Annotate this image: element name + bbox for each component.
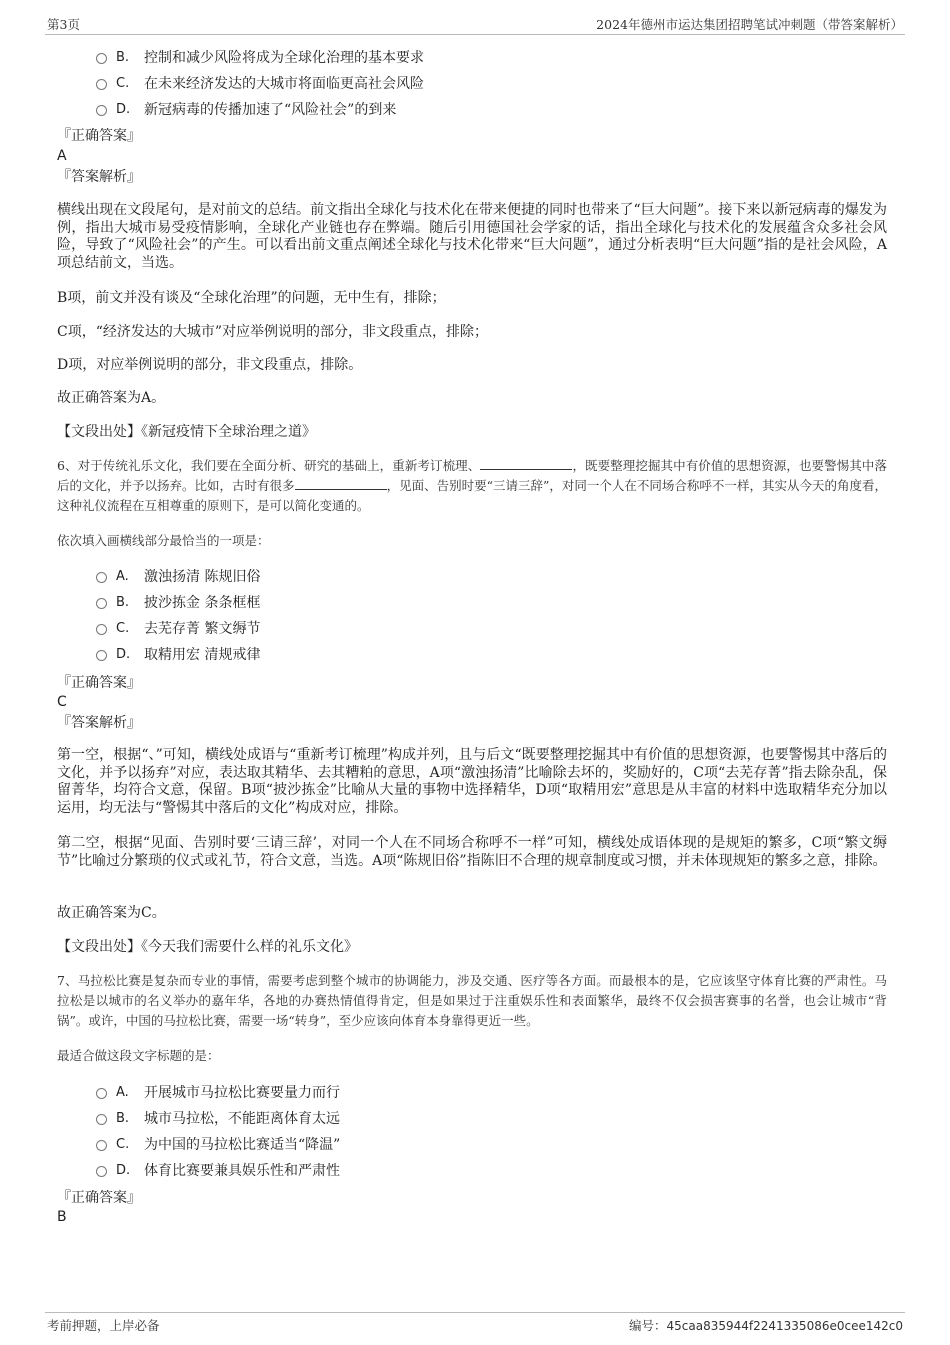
- option-letter: D.: [116, 102, 131, 117]
- option-letter: C.: [116, 76, 130, 91]
- option-text: 取精用宏 清规戒律: [144, 647, 261, 663]
- option-letter: B.: [116, 50, 130, 65]
- radio-button[interactable]: [96, 598, 107, 609]
- option-letter: B.: [116, 1111, 130, 1126]
- page-number: 第3页: [47, 17, 80, 32]
- document-id-label: 编号：: [629, 1318, 667, 1333]
- page-header: [45, 14, 905, 35]
- analysis-conclusion: 故正确答案为C。: [57, 905, 166, 921]
- option-letter: A.: [116, 569, 129, 584]
- document-id-value: 45caa835944f2241335086e0cee142c0: [666, 1319, 903, 1333]
- analysis-label: 『答案解析』: [57, 169, 141, 185]
- correct-answer: B: [57, 1209, 67, 1225]
- option-text: 新冠病毒的传播加速了“风险社会”的到来: [144, 102, 397, 118]
- correct-answer: A: [57, 148, 67, 164]
- radio-button[interactable]: [96, 79, 107, 90]
- question-text: ，见面、告别时要“三请三辞”，对同一个人在不同场合称呼不一样，其实从今天的角度看，这种礼仪流程在互相尊重的原则下，是可以简化变通的。: [57, 478, 887, 513]
- analysis-paragraph: 横线出现在文段尾句，是对前文的总结。前文指出全球化与技术化在带来便捷的同时也带来了“巨大问题”。接下来以新冠病毒的爆发为例，指出大城市易受疫情影响，全球化产业链也存在弊端。随后引用德国社会学家的话，指出全球化与技术化的发展蕴含众多社会风险，导致了“风险社会”的产生。可以看出前文重点阐述全球化与技术化带来“巨大问题”，通过分析表明“巨大问题”指的是社会风险，A项总结前文，当选。: [57, 202, 887, 271]
- analysis-conclusion: 故正确答案为A。: [57, 390, 166, 406]
- radio-button[interactable]: [96, 105, 107, 116]
- option-text: 为中国的马拉松比赛适当“降温”: [144, 1137, 341, 1153]
- question-text: ，既要整理挖掘其中有价值的思想资源，也要警惕其中落后的文化，并予以扬弃。比如，古时有很多: [57, 458, 887, 493]
- radio-button[interactable]: [96, 572, 107, 583]
- analysis-label: 『答案解析』: [57, 715, 141, 731]
- option-letter: C.: [116, 1137, 130, 1152]
- footer-slogan: 考前押题，上岸必备: [47, 1318, 160, 1333]
- radio-button[interactable]: [96, 624, 107, 635]
- option-letter: A.: [116, 1085, 129, 1100]
- analysis-paragraph: C项，“经济发达的大城市”对应举例说明的部分，非文段重点，排除；: [57, 324, 489, 340]
- option-letter: C.: [116, 621, 130, 636]
- option-text: 披沙拣金 条条框框: [144, 595, 261, 611]
- option-letter: B.: [116, 595, 130, 610]
- option-text: 去芜存菁 繁文缛节: [144, 621, 261, 637]
- source-citation: 【文段出处】《新冠疫情下全球治理之道》: [57, 424, 316, 440]
- analysis-paragraph: 第一空，根据“、”可知，横线处成语与“重新考订梳理”构成并列，且与后文“既要整理挖掘其中有价值的思想资源，也要警惕其中落后的文化，并予以扬弃”对应，表达取其精华、去其糟粕的意思，A项“激浊扬清”比喻除去坏的，奖励好的，C项“去芜存菁”指去除杂乱，保留菁华，均符合文意，保留。B项“披沙拣金”比喻从大量的事物中选择精华，D项“取精用宏”意思是从丰富的材料中选取精华充分加以运用，均无法与“警惕其中落后的文化”构成对应，排除。: [57, 747, 887, 816]
- radio-button[interactable]: [96, 53, 107, 64]
- option-text: 体育比赛要兼具娱乐性和严肃性: [144, 1163, 340, 1179]
- page-footer: [45, 1312, 905, 1337]
- question-stem: 7、马拉松比赛是复杂而专业的事情，需要考虑到整个城市的协调能力，涉及交通、医疗等各方面。而最根本的是，它应该坚守体育比赛的严肃性。马拉松是以城市的名义举办的嘉年华，各地的办赛热情值得肯定，但是如果过于注重娱乐性和表面繁华，最终不仅会损害赛事的名誉，也会让城市“背锅”。或许，中国的马拉松比赛，需要一场“转身”，至少应该向体育本身靠得更近一些。: [57, 973, 887, 1028]
- correct-answer: C: [57, 694, 67, 710]
- radio-button[interactable]: [96, 1114, 107, 1125]
- answer-label: 『正确答案』: [57, 675, 141, 691]
- answer-label: 『正确答案』: [57, 128, 141, 144]
- radio-button[interactable]: [96, 1140, 107, 1151]
- question-prompt: 最适合做这段文字标题的是：: [57, 1048, 220, 1063]
- analysis-paragraph: D项，对应举例说明的部分，非文段重点，排除。: [57, 357, 363, 373]
- question-text: 6、对于传统礼乐文化，我们要在全面分析、研究的基础上，重新考订梳理、: [57, 458, 481, 473]
- option-text: 开展城市马拉松比赛要量力而行: [144, 1085, 340, 1101]
- option-text: 控制和减少风险将成为全球化治理的基本要求: [144, 50, 424, 66]
- fill-in-blank: [295, 477, 387, 490]
- radio-button[interactable]: [96, 1088, 107, 1099]
- option-text: 在未来经济发达的大城市将面临更高社会风险: [144, 76, 424, 92]
- radio-button[interactable]: [96, 1166, 107, 1177]
- question-prompt: 依次填入画横线部分最恰当的一项是：: [57, 533, 270, 548]
- document-title: 2024年德州市运达集团招聘笔试冲刺题（带答案解析）: [596, 17, 903, 32]
- radio-button[interactable]: [96, 650, 107, 661]
- source-citation: 【文段出处】《今天我们需要什么样的礼乐文化》: [57, 939, 358, 955]
- option-text: 激浊扬清 陈规旧俗: [144, 569, 261, 585]
- question-stem: [57, 456, 887, 516]
- document-id: [629, 1316, 903, 1334]
- answer-label: 『正确答案』: [57, 1190, 141, 1206]
- option-text: 城市马拉松，不能距离体育太远: [144, 1111, 340, 1127]
- option-letter: D.: [116, 1163, 131, 1178]
- analysis-paragraph: B项，前文并没有谈及“全球化治理”的问题，无中生有，排除；: [57, 290, 446, 306]
- analysis-paragraph: 第二空，根据“见面、告别时要‘三请三辞’，对同一个人在不同场合称呼不一样”可知，横线处成语体现的是规矩的繁多，C项“繁文缛节”比喻过分繁琐的仪式或礼节，符合文意，当选。A项“陈规旧俗”指陈旧不合理的规章制度或习惯，并未体现规矩的繁多之意，排除。: [57, 835, 887, 869]
- fill-in-blank: [480, 457, 572, 470]
- option-letter: D.: [116, 647, 131, 662]
